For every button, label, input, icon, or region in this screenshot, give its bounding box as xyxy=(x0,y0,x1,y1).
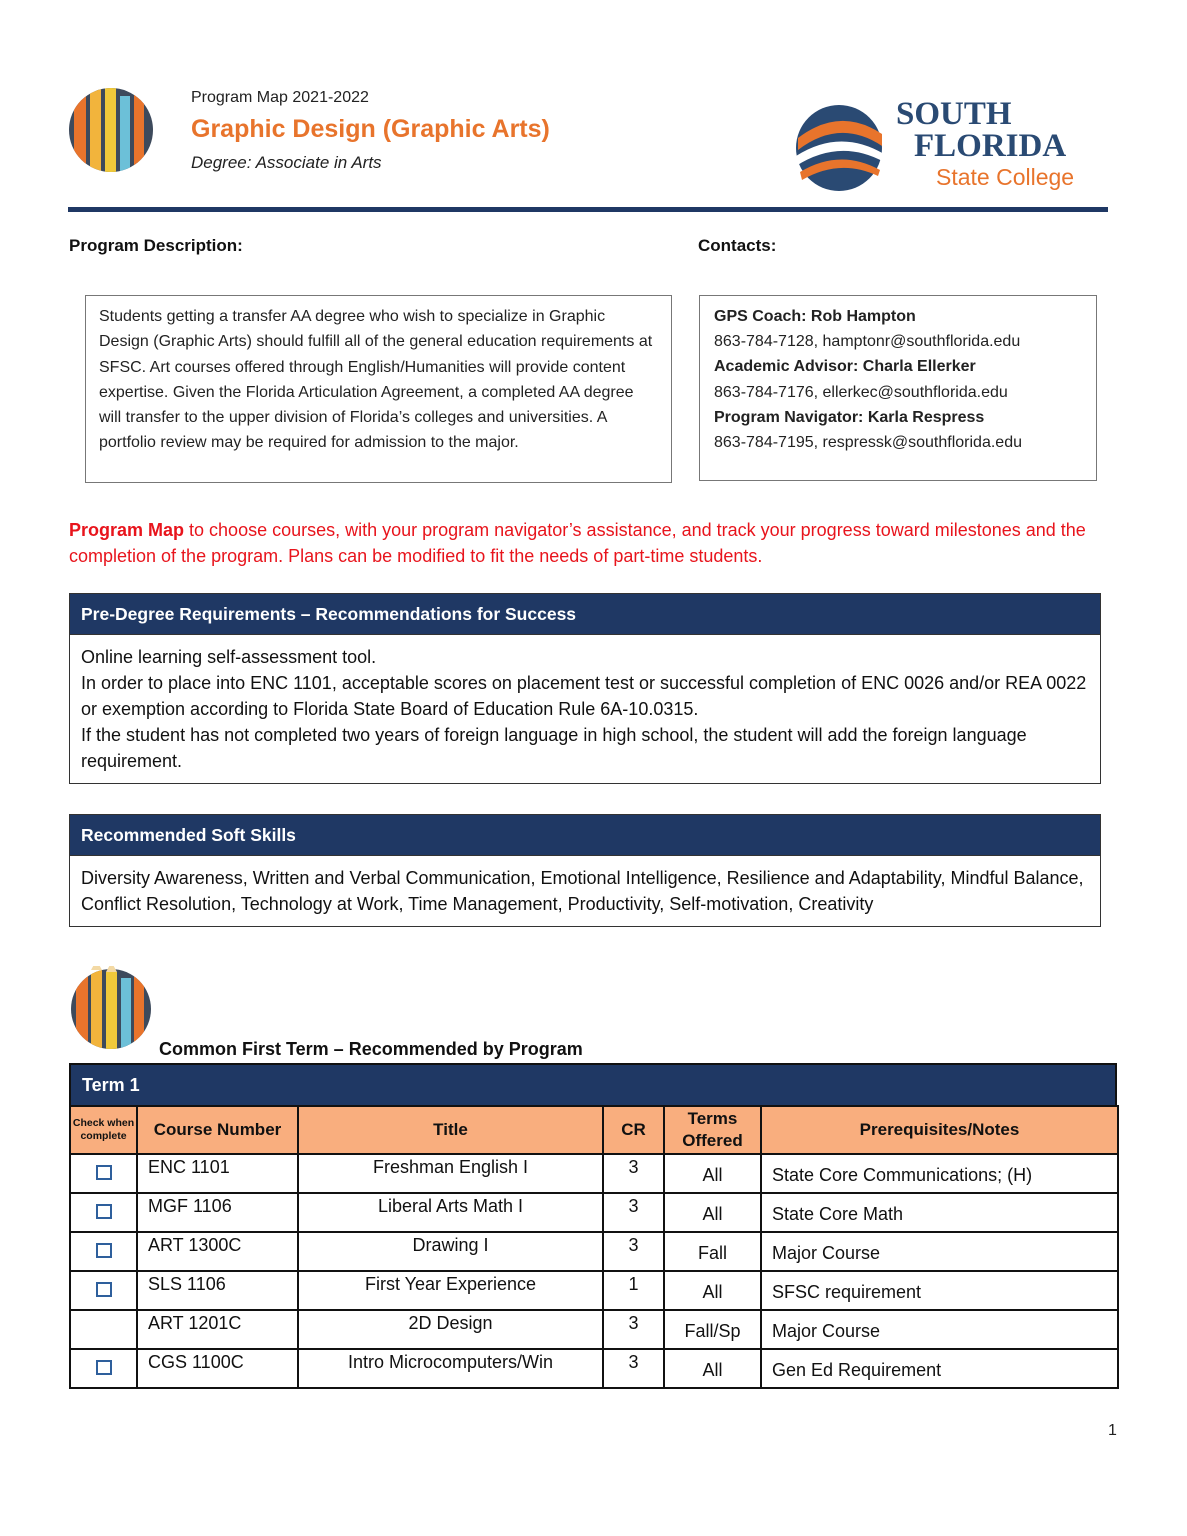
course-credits: 3 xyxy=(603,1310,664,1349)
contact-name-academic-advisor: Academic Advisor: Charla Ellerker xyxy=(714,358,976,376)
common-first-term-label: Common First Term – Recommended by Program xyxy=(159,1039,583,1059)
contact-name-program-navigator: Program Navigator: Karla Respress xyxy=(714,408,985,426)
contacts-label: Contacts: xyxy=(698,236,777,255)
course-table xyxy=(69,1105,1119,1389)
pre-degree-body xyxy=(70,635,1100,783)
course-credits: 3 xyxy=(603,1193,664,1232)
pre-degree-line: If the student has not completed two years of foreign language in high school, the student will add the foreign language requirement. xyxy=(81,725,1027,771)
terms-offered: Fall xyxy=(664,1232,761,1271)
program-map-note-text: to choose courses, with your program navigator’s assistance, and track your progress toward milestones and the completion of the program. Plans can be modified to fit the needs of part-time students. xyxy=(69,520,1086,566)
program-map-year: Program Map 2021-2022 xyxy=(191,89,369,106)
course-notes: Gen Ed Requirement xyxy=(761,1349,1118,1388)
pre-degree-heading: Pre-Degree Requirements – Recommendations for Success xyxy=(70,594,1100,635)
logo-line-south: SOUTH xyxy=(896,96,1012,132)
logo-line-state-college: State College xyxy=(936,164,1075,190)
course-notes: Major Course xyxy=(761,1232,1118,1271)
col-course-number-header: Course Number xyxy=(137,1106,298,1154)
check-cell xyxy=(70,1349,137,1388)
table-row xyxy=(70,1154,1118,1193)
course-number: CGS 1100C xyxy=(137,1349,298,1388)
check-cell xyxy=(70,1271,137,1310)
table-row xyxy=(70,1349,1118,1388)
check-cell xyxy=(70,1310,137,1349)
program-title: Graphic Design (Graphic Arts) xyxy=(191,115,550,143)
term-1-table xyxy=(69,1063,1117,1389)
complete-checkbox[interactable] xyxy=(96,1243,112,1258)
complete-checkbox[interactable] xyxy=(96,1282,112,1297)
soft-skills-panel xyxy=(69,814,1101,927)
art-supplies-icon xyxy=(68,74,154,174)
college-logo-mark-icon xyxy=(790,104,888,192)
soft-skills-heading: Recommended Soft Skills xyxy=(70,815,1100,856)
terms-offered: All xyxy=(664,1271,761,1310)
college-logo xyxy=(790,98,1090,198)
terms-offered: Fall/Sp xyxy=(664,1310,761,1349)
course-number: ENC 1101 xyxy=(137,1154,298,1193)
check-cell xyxy=(70,1232,137,1271)
course-number: MGF 1106 xyxy=(137,1193,298,1232)
contacts-box xyxy=(699,295,1097,481)
col-title-header: Title xyxy=(298,1106,603,1154)
course-title: Liberal Arts Math I xyxy=(298,1193,603,1232)
contact-info-gps-coach[interactable]: 863-784-7128, hamptonr@southflorida.edu xyxy=(714,333,1021,351)
course-title: Intro Microcomputers/Win xyxy=(298,1349,603,1388)
pre-degree-line: In order to place into ENC 1101, acceptable scores on placement test or successful completion of ENC 0026 and/or REA 0022 or exemption according to Florida State Board of Education Rule 6A-10.0315. xyxy=(81,673,1087,719)
header-divider xyxy=(68,207,1108,212)
terms-offered: All xyxy=(664,1349,761,1388)
course-credits: 3 xyxy=(603,1349,664,1388)
degree-label: Degree: Associate in Arts xyxy=(191,153,382,172)
course-number: ART 1300C xyxy=(137,1232,298,1271)
program-map-note-lead: Program Map xyxy=(69,520,185,540)
contact-info-academic-advisor[interactable]: 863-784-7176, ellerkec@southflorida.edu xyxy=(714,383,1008,401)
check-cell xyxy=(70,1193,137,1232)
soft-skills-text: Diversity Awareness, Written and Verbal Communication, Emotional Intelligence, Resilience and Adaptability, Mindful Balance, Conflict Resolution, Technology at Work, Time Management, Productivity, Self-motivation, Creativity xyxy=(81,868,1084,914)
course-credits: 1 xyxy=(603,1271,664,1310)
contact-info-program-navigator[interactable]: 863-784-7195, respressk@southflorida.edu xyxy=(714,434,1022,452)
col-terms-header: Terms Offered xyxy=(664,1106,761,1154)
col-check-header: Check when complete xyxy=(70,1106,137,1154)
course-notes: State Core Math xyxy=(761,1193,1118,1232)
course-title: Drawing I xyxy=(298,1232,603,1271)
pre-degree-panel xyxy=(69,593,1101,784)
term-1-heading: Term 1 xyxy=(69,1063,1117,1105)
col-notes-header: Prerequisites/Notes xyxy=(761,1106,1118,1154)
contact-name-gps-coach: GPS Coach: Rob Hampton xyxy=(714,308,916,325)
complete-checkbox[interactable] xyxy=(96,1360,112,1375)
complete-checkbox[interactable] xyxy=(96,1165,112,1180)
course-number: ART 1201C xyxy=(137,1310,298,1349)
table-header-row xyxy=(70,1106,1118,1154)
course-title: 2D Design xyxy=(298,1310,603,1349)
course-credits: 3 xyxy=(603,1154,664,1193)
terms-offered: All xyxy=(664,1193,761,1232)
table-row xyxy=(70,1310,1118,1349)
logo-line-florida: FLORIDA xyxy=(914,128,1067,164)
course-title: Freshman English I xyxy=(298,1154,603,1193)
course-notes: SFSC requirement xyxy=(761,1271,1118,1310)
program-description-text: Students getting a transfer AA degree who wish to specialize in Graphic Design (Graphic Arts) should fulfill all of the general education requirements at SFSC. Art courses offered through English/Humanities will provide content expertise. Given the Florida Articulation Agreement, a completed AA degree will transfer to the upper division of Florida’s colleges and universities. A portfolio review may be required for admission to the major. xyxy=(99,308,653,452)
complete-checkbox[interactable] xyxy=(96,1204,112,1219)
course-notes: State Core Communications; (H) xyxy=(761,1154,1118,1193)
table-row xyxy=(70,1271,1118,1310)
table-row xyxy=(70,1193,1118,1232)
program-description-box xyxy=(85,295,672,483)
course-credits: 3 xyxy=(603,1232,664,1271)
course-notes: Major Course xyxy=(761,1310,1118,1349)
course-title: First Year Experience xyxy=(298,1271,603,1310)
course-number: SLS 1106 xyxy=(137,1271,298,1310)
page-number: 1 xyxy=(1108,1422,1117,1439)
check-cell xyxy=(70,1154,137,1193)
program-description-label: Program Description: xyxy=(69,236,243,255)
terms-offered: All xyxy=(664,1154,761,1193)
col-cr-header: CR xyxy=(603,1106,664,1154)
program-map-note xyxy=(69,517,1119,569)
table-row xyxy=(70,1232,1118,1271)
art-supplies-icon xyxy=(68,966,154,1050)
pre-degree-line: Online learning self-assessment tool. xyxy=(81,647,377,667)
